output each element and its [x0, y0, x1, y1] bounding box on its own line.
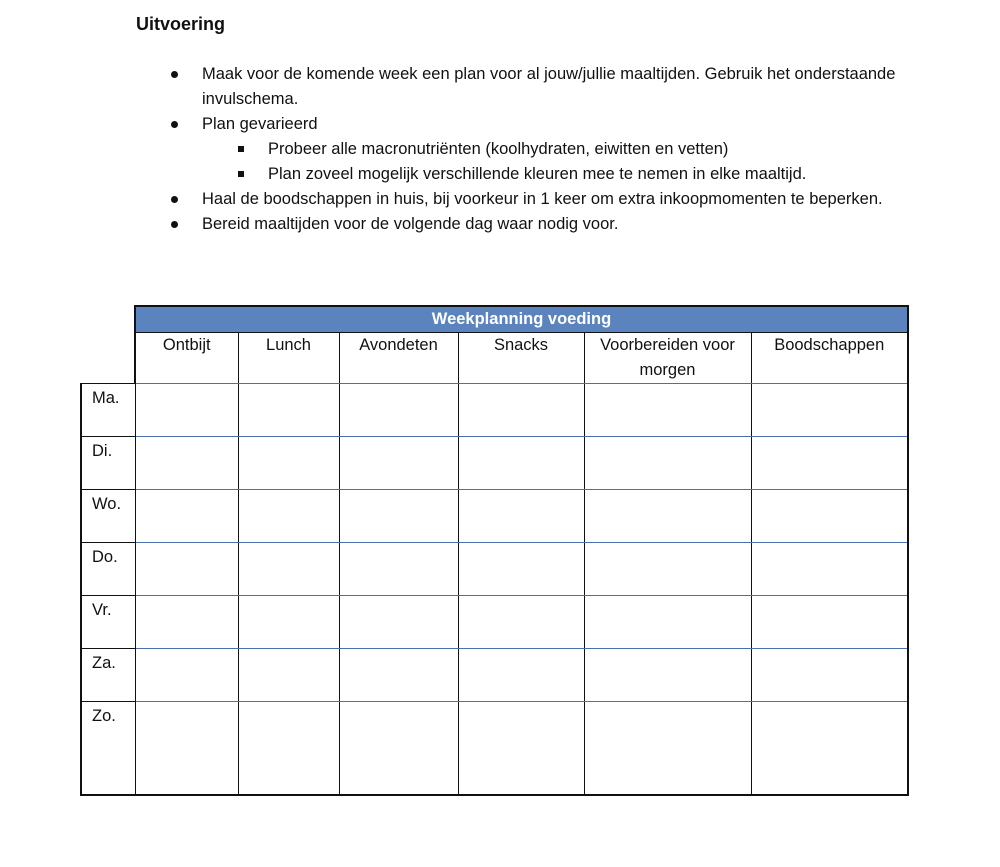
column-header-boodschappen: Boodschappen [751, 333, 908, 384]
column-header-voorbereiden: Voorbereiden voor morgen [584, 333, 751, 384]
sub-list-item-text: Plan zoveel mogelijk verschillende kleuren mee te nemen in elke maaltijd. [268, 165, 807, 183]
plan-cell[interactable] [339, 702, 458, 796]
plan-cell[interactable] [339, 437, 458, 490]
table-row [81, 649, 908, 702]
plan-cell[interactable] [751, 543, 908, 596]
sub-list-item [168, 162, 908, 187]
list-item [168, 112, 908, 137]
plan-cell[interactable] [135, 596, 238, 649]
list-item-text: Bereid maaltijden voor de volgende dag waar nodig voor. [202, 215, 619, 233]
plan-cell[interactable] [751, 437, 908, 490]
bullet-dot-icon [171, 221, 178, 228]
day-rows [81, 384, 908, 796]
empty-corner [81, 306, 135, 333]
planner-title: Weekplanning voeding [135, 306, 908, 333]
column-header-lunch: Lunch [238, 333, 339, 384]
column-header-row [81, 333, 908, 384]
list-item-text: Maak voor de komende week een plan voor al jouw/jullie maaltijden. Gebruik het onderstaande invulschema. [202, 65, 896, 108]
plan-cell[interactable] [238, 384, 339, 437]
plan-cell[interactable] [135, 384, 238, 437]
list-item [168, 187, 908, 212]
plan-cell[interactable] [458, 649, 584, 702]
sub-list-item-text: Probeer alle macronutriënten (koolhydraten, eiwitten en vetten) [268, 140, 729, 158]
plan-cell[interactable] [135, 649, 238, 702]
plan-cell[interactable] [584, 437, 751, 490]
list-item [168, 62, 908, 112]
plan-cell[interactable] [458, 490, 584, 543]
plan-cell[interactable] [135, 543, 238, 596]
plan-cell[interactable] [238, 596, 339, 649]
column-header-ontbijt: Ontbijt [135, 333, 238, 384]
section-heading: Uitvoering [136, 14, 226, 34]
list-item-text: Haal de boodschappen in huis, bij voorkeur in 1 keer om extra inkoopmomenten te beperken. [202, 190, 883, 208]
bullet-square-icon [238, 171, 244, 177]
plan-cell[interactable] [584, 702, 751, 796]
bullet-square-icon [238, 146, 244, 152]
plan-cell[interactable] [339, 384, 458, 437]
table-row [81, 596, 908, 649]
table-row [81, 490, 908, 543]
plan-cell[interactable] [238, 543, 339, 596]
plan-cell[interactable] [458, 596, 584, 649]
plan-cell[interactable] [458, 437, 584, 490]
plan-cell[interactable] [339, 596, 458, 649]
day-label: Ma. [81, 384, 135, 437]
plan-cell[interactable] [584, 543, 751, 596]
plan-cell[interactable] [584, 649, 751, 702]
plan-cell[interactable] [584, 596, 751, 649]
day-label: Vr. [81, 596, 135, 649]
plan-cell[interactable] [584, 490, 751, 543]
plan-cell[interactable] [584, 384, 751, 437]
planner-title-row [81, 306, 908, 333]
plan-cell[interactable] [135, 490, 238, 543]
plan-cell[interactable] [458, 384, 584, 437]
list-item-text: Plan gevarieerd [202, 115, 318, 133]
day-label: Za. [81, 649, 135, 702]
plan-cell[interactable] [238, 490, 339, 543]
sub-list-item [168, 137, 908, 162]
bullet-dot-icon [171, 196, 178, 203]
table-row [81, 702, 908, 796]
instruction-list [168, 62, 908, 237]
plan-cell[interactable] [339, 649, 458, 702]
table-row [81, 543, 908, 596]
plan-cell[interactable] [339, 543, 458, 596]
plan-cell[interactable] [751, 490, 908, 543]
day-label: Do. [81, 543, 135, 596]
empty-corner [81, 333, 135, 384]
plan-cell[interactable] [135, 437, 238, 490]
day-label: Zo. [81, 702, 135, 796]
bullet-dot-icon [171, 121, 178, 128]
plan-cell[interactable] [751, 702, 908, 796]
plan-cell[interactable] [751, 384, 908, 437]
table-row [81, 384, 908, 437]
day-label: Wo. [81, 490, 135, 543]
plan-cell[interactable] [238, 649, 339, 702]
week-planner-table [80, 305, 909, 796]
column-header-snacks: Snacks [458, 333, 584, 384]
day-label: Di. [81, 437, 135, 490]
plan-cell[interactable] [458, 543, 584, 596]
column-header-avondeten: Avondeten [339, 333, 458, 384]
plan-cell[interactable] [238, 437, 339, 490]
plan-cell[interactable] [135, 702, 238, 796]
plan-cell[interactable] [339, 490, 458, 543]
plan-cell[interactable] [751, 649, 908, 702]
bullet-dot-icon [171, 71, 178, 78]
plan-cell[interactable] [458, 702, 584, 796]
table-row [81, 437, 908, 490]
plan-cell[interactable] [751, 596, 908, 649]
plan-cell[interactable] [238, 702, 339, 796]
list-item [168, 212, 908, 237]
